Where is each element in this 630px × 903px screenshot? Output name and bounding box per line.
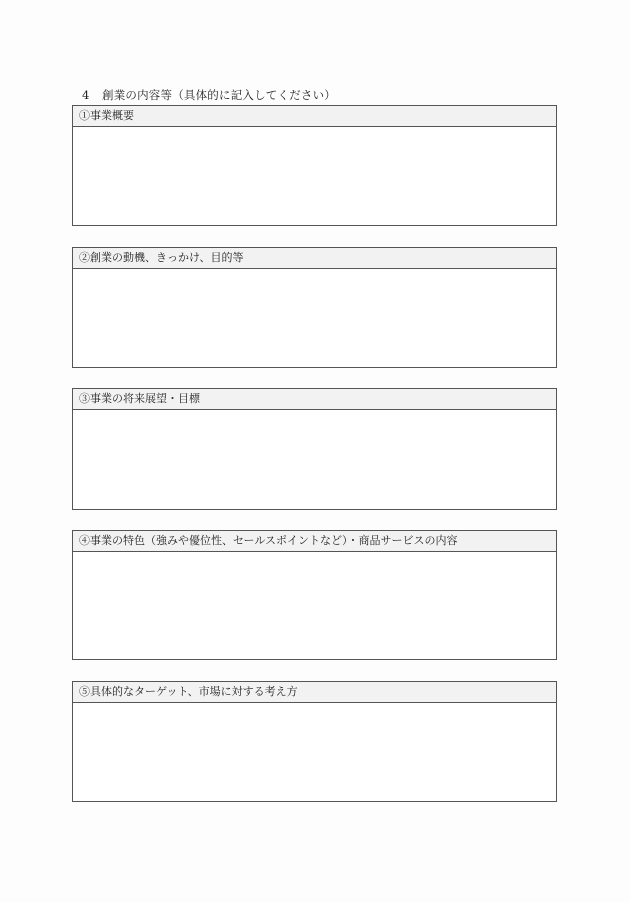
form-box-future-outlook: [72, 388, 557, 510]
text-area-business-overview[interactable]: [73, 127, 556, 226]
text-area-features[interactable]: [73, 552, 556, 660]
box-label: ⑤具体的なターゲット、市場に対する考え方: [73, 682, 556, 703]
form-box-motivation: [72, 247, 557, 368]
text-area-future-outlook[interactable]: [73, 410, 556, 510]
section-title: 創業の内容等（具体的に記入してください）: [102, 88, 336, 102]
section-heading: [82, 87, 336, 103]
text-area-target-market[interactable]: [73, 703, 556, 802]
text-area-motivation[interactable]: [73, 269, 556, 368]
box-label: ③事業の将来展望・目標: [73, 389, 556, 410]
form-box-target-market: [72, 681, 557, 802]
section-number: 4: [82, 88, 90, 102]
form-box-business-overview: [72, 105, 557, 226]
box-label: ②創業の動機、きっかけ、目的等: [73, 248, 556, 269]
box-label: ④事業の特色（強みや優位性、セールスポイントなど）・商品サービスの内容: [73, 531, 556, 552]
form-box-features: [72, 530, 557, 660]
box-label: ①事業概要: [73, 106, 556, 127]
